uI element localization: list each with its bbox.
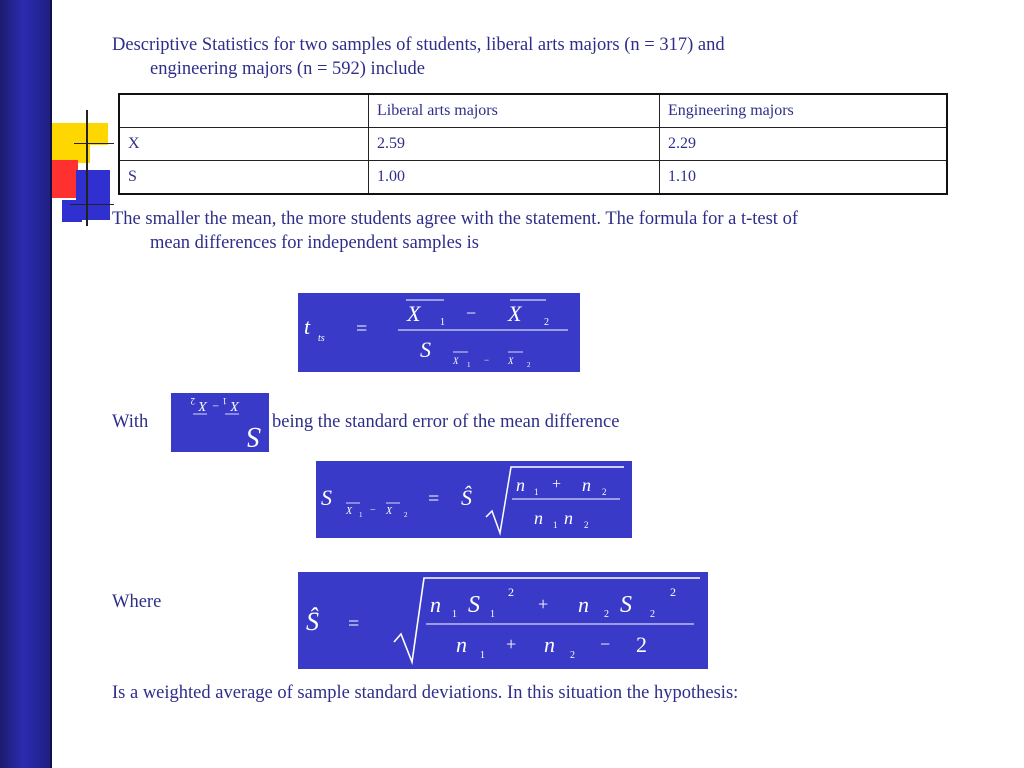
intro-line-1: Descriptive Statistics for two samples of students, liberal arts majors (n = 317) and [112, 35, 725, 55]
se-n1: n [516, 475, 525, 495]
standard-error-inline-formula [171, 393, 269, 452]
table-row [119, 161, 947, 195]
se-den-n2: n [564, 508, 573, 528]
formula-equals: = [356, 318, 368, 340]
intro-line-2: engineering majors (n = 592) include [150, 59, 426, 79]
se-plus: + [552, 476, 562, 493]
se-sub-x2: X [386, 506, 393, 517]
pooled-den-n2: n [544, 632, 555, 657]
pooled-s-hat: Ŝ [306, 607, 319, 636]
se-sub-minus: − [370, 505, 376, 516]
formula-sub-two: 2 [527, 361, 531, 369]
formula-x2-subscript: 2 [544, 317, 549, 328]
intro-paragraph [112, 33, 992, 81]
pooled-den-n1: n [456, 632, 467, 657]
para2-line-2: mean differences for independent samples is [150, 233, 479, 253]
table-cell: S [119, 161, 369, 195]
table-header-cell: Engineering majors [660, 94, 948, 128]
pooled-n1-sub: 1 [452, 609, 457, 620]
formula-minus: − [466, 303, 477, 323]
pooled-s2-sq: 2 [670, 585, 676, 599]
pooled-equals: = [348, 613, 360, 635]
pooled-den-const: 2 [636, 632, 647, 657]
table-cell: 1.10 [660, 161, 948, 195]
formula-s: S [420, 337, 431, 362]
inline-minus: − [212, 399, 219, 413]
pooled-s2: S [620, 592, 632, 618]
stats-table [118, 93, 948, 195]
se-sub-x1: X [346, 506, 353, 517]
inline-two: 2 [190, 396, 195, 406]
formula-x1-subscript: 1 [440, 317, 445, 328]
se-den-n1-sub: 1 [553, 520, 558, 530]
table-cell: 1.00 [369, 161, 660, 195]
deco-vertical-line [86, 110, 88, 226]
formula-sub-minus: − [484, 355, 490, 365]
pooled-n2-sub: 2 [604, 609, 609, 620]
closing-paragraph: Is a weighted average of sample standard deviations. In this situation the hypothesis: [112, 683, 739, 703]
table-cell: 2.59 [369, 128, 660, 161]
pooled-den-n1-sub: 1 [480, 650, 485, 661]
formula-sub-x2: X [508, 356, 514, 366]
deco-horizontal-line-2 [70, 204, 114, 205]
pooled-n1: n [430, 592, 441, 617]
se-equals: = [428, 488, 440, 510]
pooled-s1-sub: 1 [490, 609, 495, 620]
formula-x1: X [407, 301, 421, 326]
pooled-s2-sub: 2 [650, 609, 655, 620]
se-n2: n [582, 475, 591, 495]
se-den-n1: n [534, 508, 543, 528]
se-sub-one: 1 [359, 511, 363, 519]
pooled-n2: n [578, 592, 589, 617]
table-cell: X [119, 128, 369, 161]
t-test-formula [298, 293, 580, 372]
deco-horizontal-line-1 [74, 143, 114, 144]
left-sidebar-bar [0, 0, 52, 768]
standard-error-formula [316, 461, 632, 538]
table-row [119, 128, 947, 161]
se-s-hat: Ŝ [461, 485, 472, 510]
se-n2-sub: 2 [602, 487, 607, 497]
standard-error-description: being the standard error of the mean difference [272, 412, 620, 432]
table-header-row [119, 94, 947, 128]
se-s: S [321, 485, 332, 510]
pooled-den-minus: − [600, 634, 611, 654]
table-header-cell [119, 94, 369, 128]
formula-intro-paragraph [112, 207, 1012, 255]
table-header-cell: Liberal arts majors [369, 94, 660, 128]
pooled-s1: S [468, 592, 480, 618]
pooled-den-plus: + [506, 634, 517, 654]
pooled-s1-sq: 2 [508, 585, 514, 599]
pooled-den-n2-sub: 2 [570, 650, 575, 661]
inline-s: S [247, 421, 261, 452]
inline-x2: X [198, 398, 207, 413]
pooled-sd-formula [298, 572, 708, 669]
se-den-n2-sub: 2 [584, 520, 589, 530]
left-sidebar-edge [50, 0, 52, 768]
with-label: With [112, 412, 149, 432]
formula-t-subscript: ts [318, 333, 325, 344]
se-sub-two: 2 [404, 511, 408, 519]
formula-sub-one: 1 [467, 361, 471, 369]
where-label: Where [112, 592, 162, 612]
formula-t: t [304, 314, 311, 339]
inline-x1: X [230, 398, 239, 413]
formula-sub-x1: X [453, 356, 459, 366]
deco-yellow-square-right [90, 123, 108, 145]
para2-line-1: The smaller the mean, the more students agree with the statement. The formula for a t-test of [112, 209, 798, 229]
deco-red-square [52, 160, 78, 198]
pooled-plus: + [538, 594, 549, 614]
se-n1-sub: 1 [534, 487, 539, 497]
table-cell: 2.29 [660, 128, 948, 161]
inline-one: 1 [222, 396, 227, 406]
formula-x2: X [508, 301, 522, 326]
